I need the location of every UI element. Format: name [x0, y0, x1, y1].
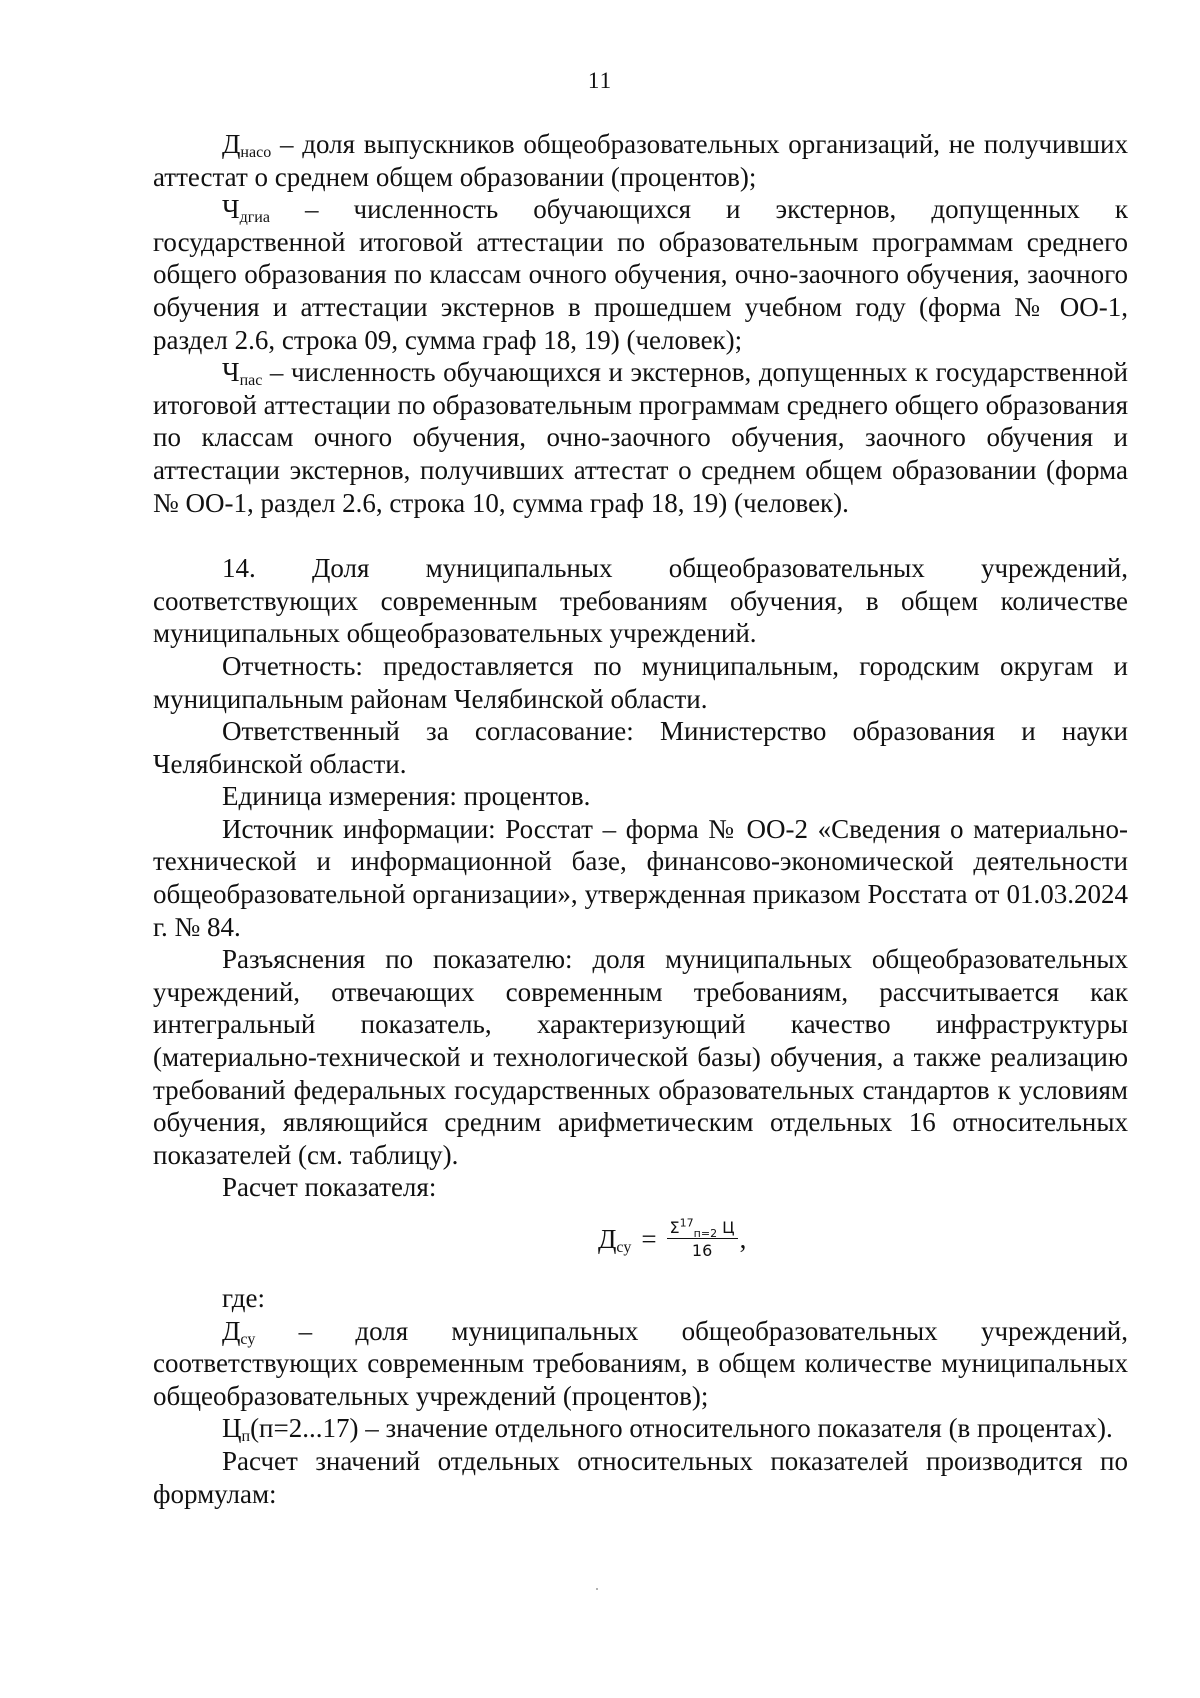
formula-denominator: 16 — [691, 1241, 713, 1260]
sum-upper-limit: 17 — [679, 1216, 694, 1230]
definition-d-naso — [153, 128, 1128, 193]
source-paragraph: Источник информации: Росстат – форма № ОО-2 «Сведения о материально-технической и информационной базе, финансово-экономической деятельности общеобразовательной организации», утвержденная приказом Росстата от 01.03.2024 г. № 84. — [153, 813, 1128, 942]
section-heading: 14. Доля муниципальных общеобразовательных учреждений, соответствующих современным требованиям обучения, в общем количестве муниципальных общеобразовательных учреждений. — [153, 553, 1128, 649]
formula-fraction — [667, 1218, 738, 1261]
formula-lhs-subscript: су — [616, 1239, 632, 1257]
definition-symbol: Д — [222, 129, 241, 159]
where-label: где: — [222, 1283, 265, 1313]
formula-lhs — [598, 1223, 631, 1256]
definition-d-su — [153, 1315, 1128, 1413]
sum-sign: Σ — [669, 1218, 680, 1237]
definition-ts-n — [153, 1412, 1128, 1445]
indicator-formula — [598, 1218, 746, 1261]
definition-ch-pas — [153, 356, 1128, 519]
formula-numerator — [667, 1218, 738, 1239]
unit-paragraph: Единица измерения: процентов. — [222, 781, 591, 812]
closing-paragraph: Расчет значений отдельных относительных показателей производится по формулам: — [153, 1445, 1128, 1509]
document-body — [153, 128, 1128, 1510]
definition-symbol: Ц — [222, 1413, 242, 1444]
definition-subscript: су — [240, 1330, 256, 1348]
definition-text: – численность обучающихся и экстернов, допущенных к государственной итоговой аттестации по образовательным программам среднего общего образования по классам очного обучения, очно-заочного обучения, заочного обучения и аттестации экстернов, получивших аттестат о среднем общем образовании (форма № ОО-1, раздел 2.6, строка 10, сумма граф 18, 19) (человек). — [153, 357, 1128, 518]
definition-text: – численность обучающихся и экстернов, допущенных к государственной итоговой аттестации по образовательным программам среднего общего образования по классам очного обучения, очно-заочного обучения, заочного обучения и аттестации экстернов в прошедшем учебном году (форма № ОО-1, раздел 2.6, строка 09, сумма граф 18, 19) (человек); — [153, 194, 1128, 355]
definition-ch-dgia — [153, 193, 1128, 356]
sum-lower-limit: п=2 — [693, 1227, 718, 1241]
definition-subscript: п — [241, 1428, 251, 1446]
section-gap — [153, 519, 1128, 552]
definition-text: (п=2...17) – значение отдельного относительного показателя (в процентах). — [250, 1413, 1113, 1444]
definition-symbol: Ч — [222, 194, 240, 225]
calculation-label: Расчет показателя: — [222, 1172, 437, 1203]
formula-lhs-symbol: Д — [598, 1224, 617, 1255]
definition-text: – доля муниципальных общеобразовательных учреждений, соответствующих современным требованиям, в общем количестве муниципальных общеобразовательных учреждений (процентов); — [153, 1315, 1128, 1411]
definition-symbol: Д — [222, 1315, 241, 1346]
formula-row — [153, 1204, 1128, 1282]
explanation-paragraph: Разъяснения по показателю: доля муниципальных общеобразовательных учреждений, отвечающих современным требованиям, рассчитывается как интегральный показатель, характеризующий качество инфраструктуры (материально-технической и технологической базы) обучения, а также реализацию требований федеральных государственных образовательных стандартов к условиям обучения, являющийся средним арифметическим отдельных 16 относительных показателей (см. таблицу). — [153, 944, 1128, 1170]
formula-comma: , — [739, 1224, 747, 1255]
formula-equals: = — [641, 1224, 657, 1255]
sum-term: Ц — [717, 1218, 735, 1237]
page-number: 11 — [587, 68, 613, 93]
definition-symbol: Ч — [222, 357, 240, 388]
definition-subscript: пас — [239, 372, 263, 390]
definition-subscript: дгиа — [239, 209, 270, 227]
definition-subscript: насо — [240, 144, 272, 161]
reporting-paragraph: Отчетность: предоставляется по муниципальным, городским округам и муниципальным районам Челябинской области. — [153, 650, 1128, 714]
definition-text: – доля выпускников общеобразовательных организаций, не получивших аттестат о среднем общем образовании (процентов); — [153, 129, 1128, 192]
scan-speck — [596, 1588, 598, 1590]
responsible-paragraph: Ответственный за согласование: Министерство образования и науки Челябинской области. — [153, 716, 1128, 779]
